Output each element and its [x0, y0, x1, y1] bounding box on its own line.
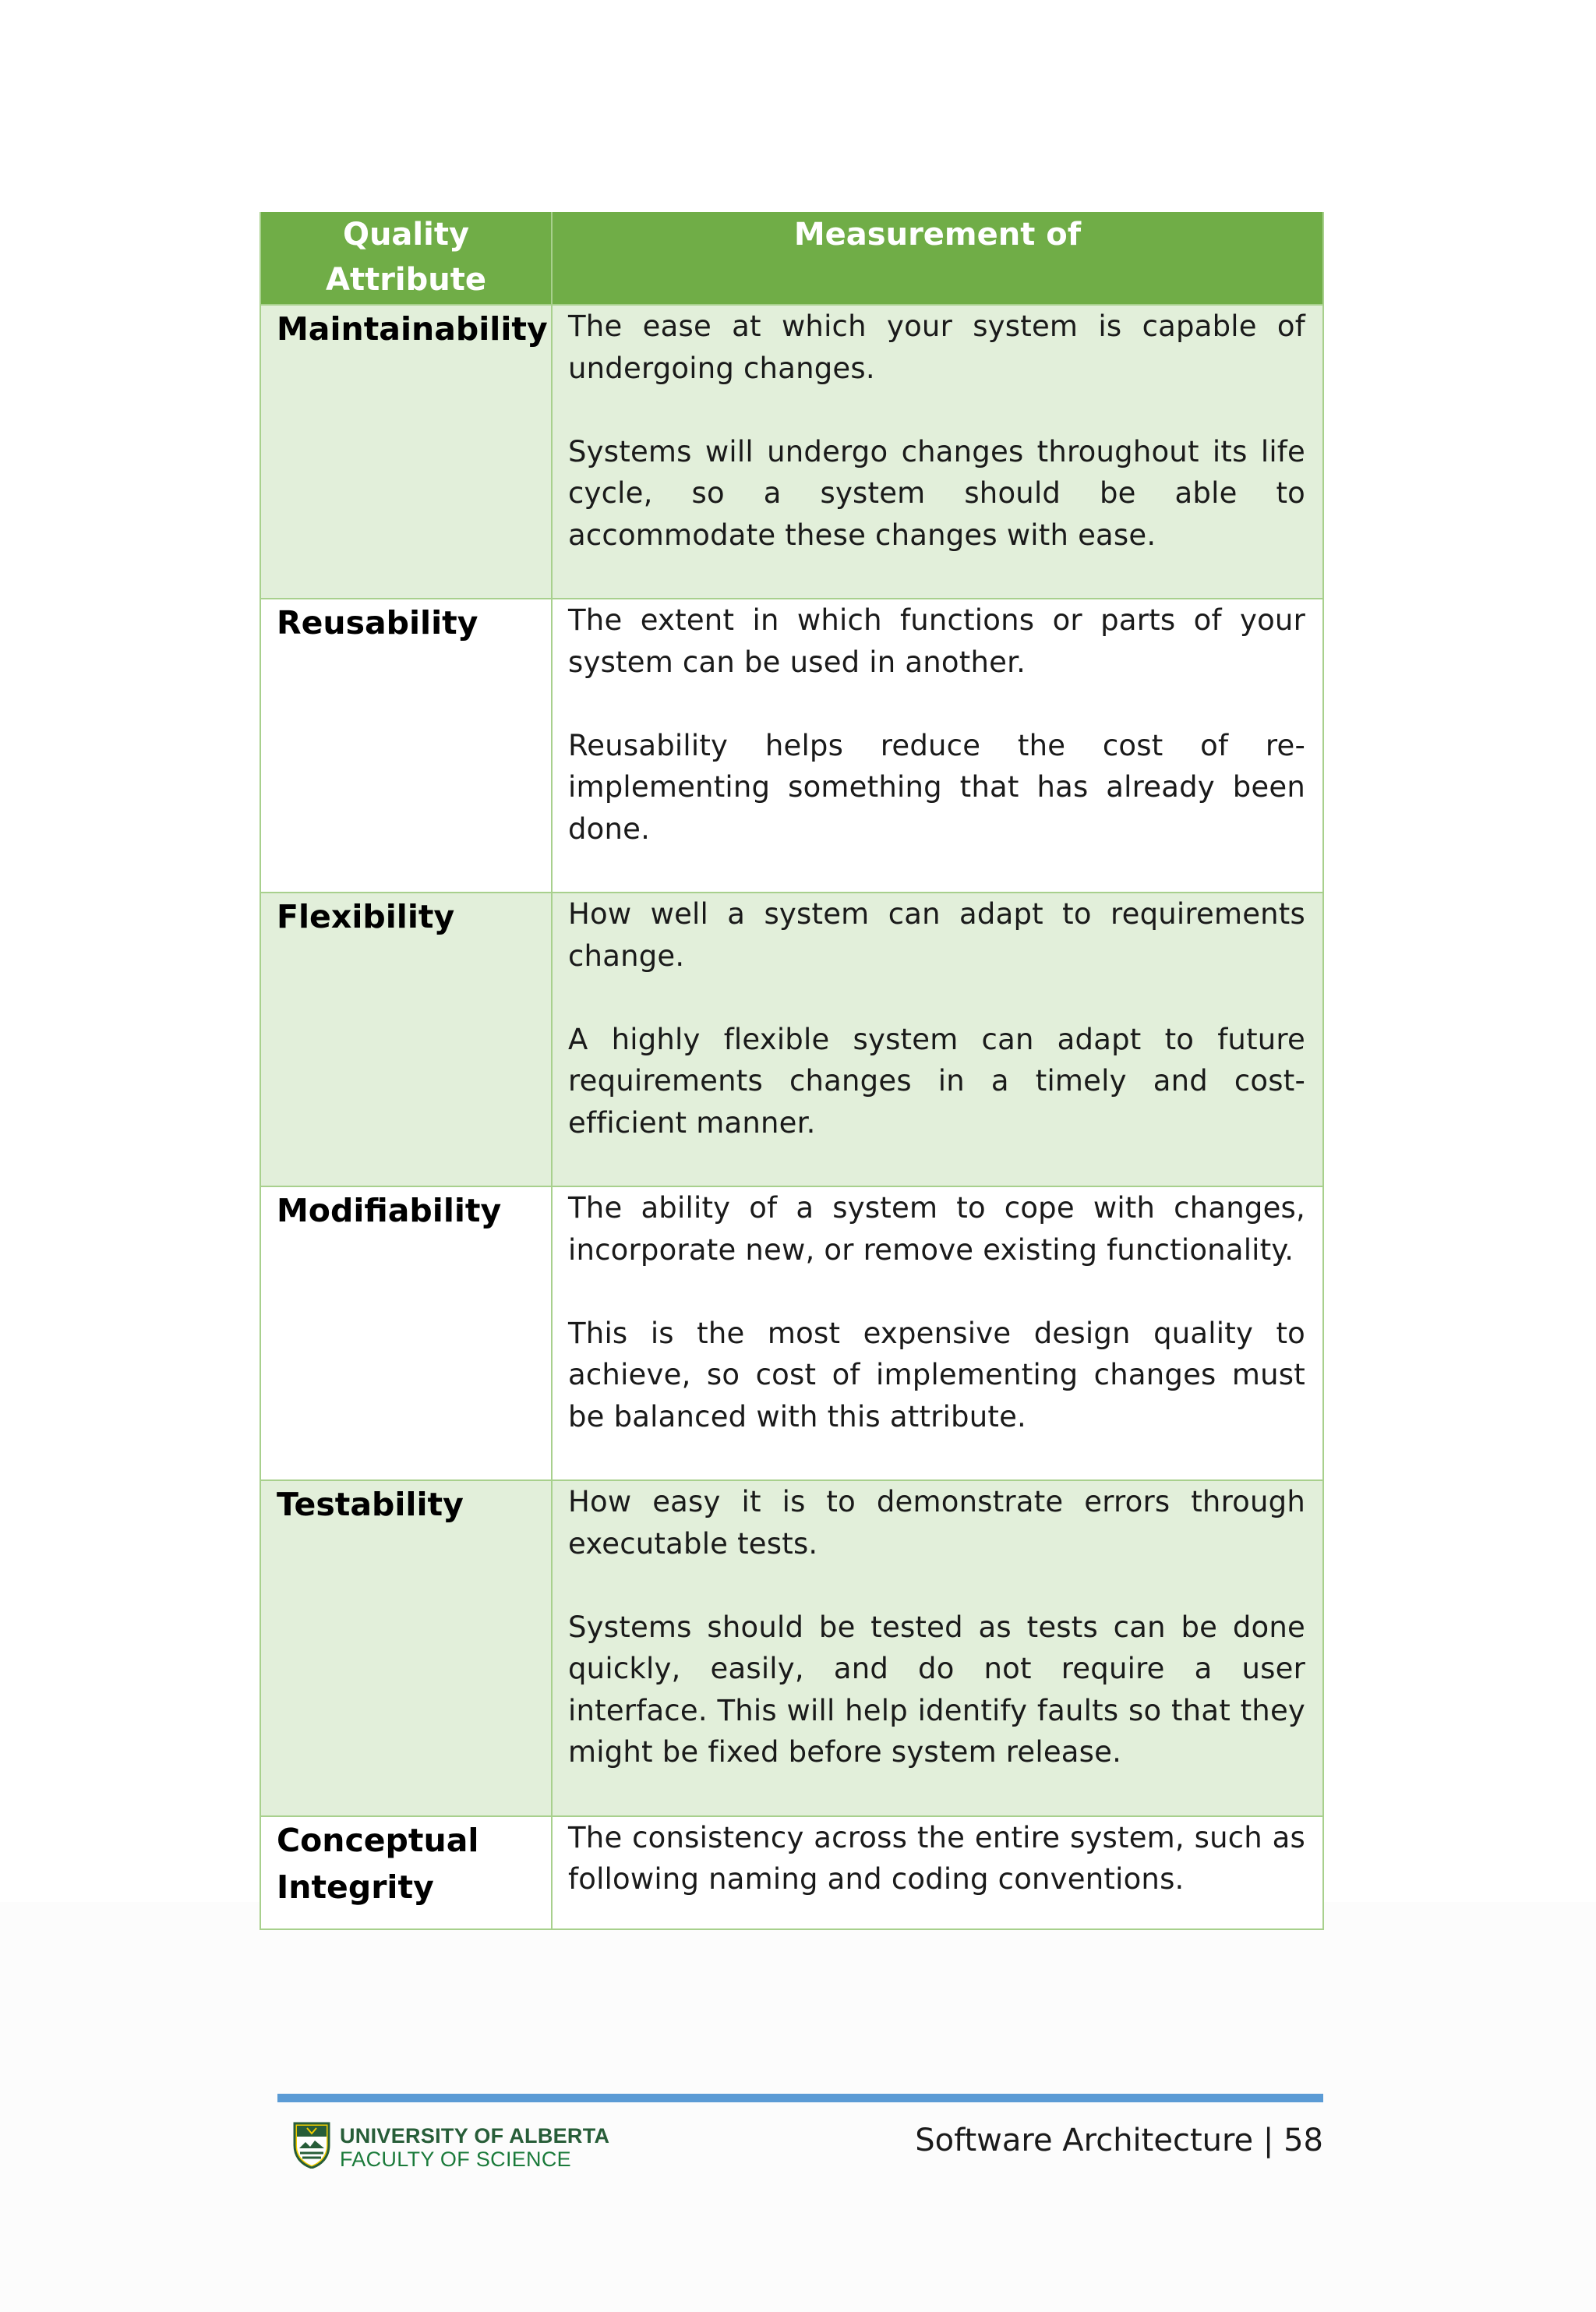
description-paragraph: The extent in which functions or parts of your system can be used in another.	[568, 603, 1305, 679]
footer-rule	[277, 2094, 1323, 2102]
university-crest-icon	[293, 2122, 330, 2169]
table-row	[260, 1480, 1323, 1816]
description-paragraph: Systems should be tested as tests can be done quickly, easily, and do not require a user interface. This will help identify faults so that they might be fixed before system release.	[568, 1610, 1305, 1769]
description-paragraph: The ability of a system to cope with changes, incorporate new, or remove existing functionality.	[568, 1191, 1305, 1267]
description-paragraph: This is the most expensive design quality to achieve, so cost of implementing changes must be balanced with this attribute.	[568, 1316, 1305, 1434]
header-quality-attribute: Quality Attribute	[260, 212, 552, 305]
attribute-description	[552, 893, 1323, 1186]
description-paragraph: The ease at which your system is capable of undergoing changes.	[568, 309, 1305, 385]
page-lower-shade	[0, 1902, 1596, 2312]
table-row	[260, 599, 1323, 893]
attribute-name: Maintainability	[260, 305, 552, 599]
attribute-description	[552, 305, 1323, 599]
header-measurement-of: Measurement of	[552, 212, 1323, 305]
table-row	[260, 305, 1323, 599]
university-name: UNIVERSITY OF ALBERTA	[340, 2124, 610, 2148]
table-row	[260, 1816, 1323, 1929]
footer-separator: |	[1262, 2123, 1274, 2158]
table-row	[260, 1186, 1323, 1480]
description-paragraph: How easy it is to demonstrate errors through executable tests.	[568, 1485, 1305, 1561]
description-paragraph: How well a system can adapt to requirements change.	[568, 897, 1305, 973]
attribute-name: Modifiability	[260, 1186, 552, 1480]
table-header-row	[260, 212, 1323, 305]
attribute-description	[552, 1186, 1323, 1480]
description-paragraph: Systems will undergo changes throughout its life cycle, so a system should be able to accommodate these changes with ease.	[568, 434, 1305, 552]
page-number: 58	[1284, 2123, 1323, 2158]
attribute-name: Testability	[260, 1480, 552, 1816]
attribute-description	[552, 1816, 1323, 1929]
attribute-description	[552, 599, 1323, 893]
attribute-description	[552, 1480, 1323, 1816]
faculty-name: FACULTY OF SCIENCE	[340, 2148, 571, 2171]
quality-attributes-table	[260, 212, 1324, 1930]
attribute-name: Conceptual Integrity	[260, 1816, 552, 1929]
page-footer-label	[915, 2119, 1323, 2162]
description-paragraph: A highly flexible system can adapt to future requirements changes in a timely and cost-efficient manner.	[568, 1022, 1305, 1140]
attribute-name: Reusability	[260, 599, 552, 893]
course-title: Software Architecture	[915, 2123, 1254, 2158]
description-paragraph: Reusability helps reduce the cost of re-implementing something that has already been done.	[568, 728, 1305, 846]
table-row	[260, 893, 1323, 1186]
attribute-name: Flexibility	[260, 893, 552, 1186]
description-paragraph: The consistency across the entire system, such as following naming and coding conventions.	[568, 1820, 1305, 1896]
